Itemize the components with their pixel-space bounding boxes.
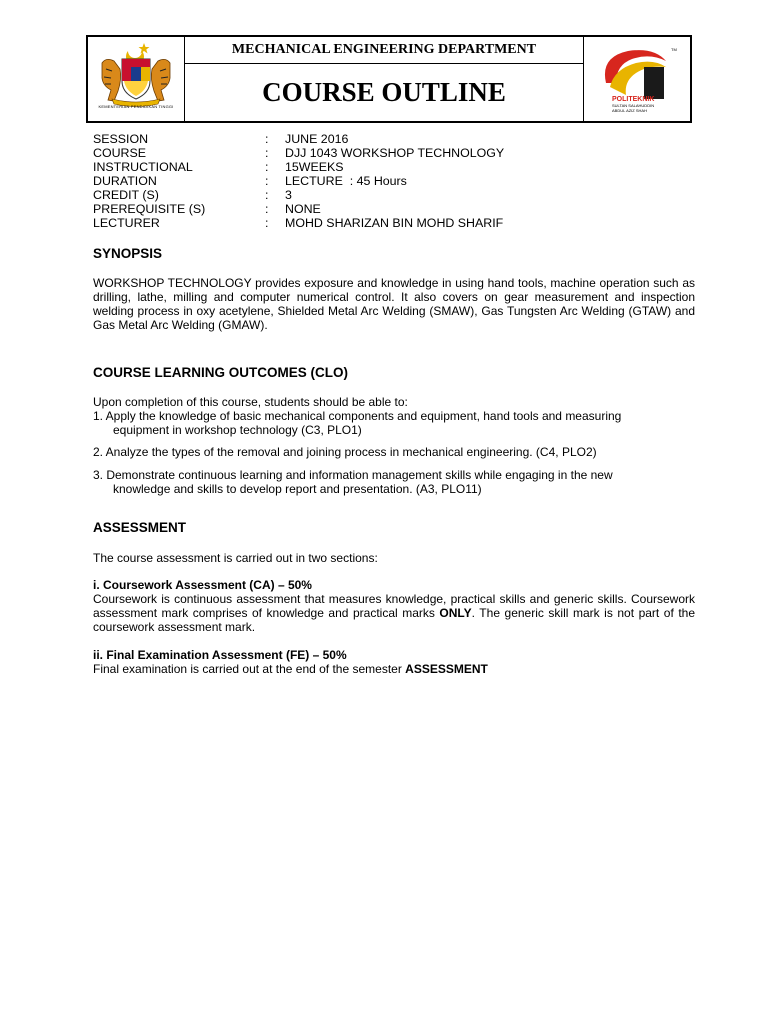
clo-item-line: 3. Demonstrate continuous learning and information management skills while engaging in the new [93, 468, 613, 482]
clo-item-line: 1. Apply the knowledge of basic mechanical components and equipment, hand tools and measuring [93, 409, 622, 423]
course-info [93, 132, 504, 230]
clo-item-line: equipment in workshop technology (C3, PLO1) [113, 423, 362, 437]
clo-item [93, 409, 695, 437]
assessment-heading: ASSESSMENT [93, 520, 187, 535]
clo-heading: COURSE LEARNING OUTCOMES (CLO) [93, 365, 348, 380]
ca-text [93, 592, 695, 634]
crest-caption: KEMENTERIAN PENDIDIKAN TINGGI [98, 104, 174, 109]
fe-heading: ii. Final Examination Assessment (FE) – 50% [93, 648, 347, 662]
info-label: INSTRUCTIONAL [93, 160, 193, 174]
logo-cell [583, 37, 690, 121]
info-value: JUNE 2016 [285, 132, 349, 146]
synopsis-heading: SYNOPSIS [93, 246, 163, 261]
info-value: 3 [285, 188, 292, 202]
logo-tm: TM [671, 47, 677, 52]
info-row-lecturer: LECTURER : MOHD SHARIZAN BIN MOHD SHARIF [93, 216, 504, 230]
synopsis-text: WORKSHOP TECHNOLOGY provides exposure and knowledge in using hand tools, machine operation such as drilling, lathe, milling and computer numerical control. It also covers on gear measurement and inspection welding process in oxy acetylene, Shielded Metal Arc Welding (SMAW), Gas Tungsten Arc Welding (GTAW) and Gas Metal Arc Welding (GMAW). [93, 276, 695, 332]
info-row-session: SESSION : JUNE 2016 [93, 132, 349, 146]
info-value: 15WEEKS [285, 160, 344, 174]
info-value: MOHD SHARIZAN BIN MOHD SHARIF [285, 216, 504, 230]
ca-text-part: Coursework is continuous assessment that measures knowledge, practical skills and generic skills. Coursework assessment mark comprises of knowledge and practical marks [93, 592, 695, 620]
info-label: DURATION [93, 174, 157, 188]
clo-item-line: knowledge and skills to develop report and presentation. (A3, PLO11) [113, 482, 482, 496]
clo-item-line: 2. Analyze the types of the removal and joining process in mechanical engineering. (C4, PLO2) [93, 445, 597, 459]
logo-line-1: POLITEKNIK [612, 96, 655, 103]
info-row-credit: CREDIT (S) : 3 [93, 188, 292, 202]
fe-text-part: Final examination is carried out at the end of the semester [93, 662, 406, 676]
info-row-duration: DURATION : LECTURE : 45 Hours [93, 174, 407, 188]
malaysia-coat-of-arms-icon [88, 39, 184, 109]
info-value: DJJ 1043 WORKSHOP TECHNOLOGY [285, 146, 505, 160]
page-title: COURSE OUTLINE [262, 77, 506, 107]
info-value: NONE [285, 202, 321, 216]
info-label: PREREQUISITE (S) [93, 202, 206, 216]
ca-text-part: . The generic skill mark is not part of the coursework assessment mark. [93, 606, 696, 634]
info-label: CREDIT (S) [93, 188, 159, 202]
info-label: COURSE [93, 146, 147, 160]
assessment-intro: The course assessment is carried out in two sections: [93, 551, 378, 565]
info-row-prerequisite: PREREQUISITE (S) : NONE [93, 202, 321, 216]
info-label: SESSION [93, 132, 149, 146]
clo-item [93, 445, 695, 459]
fe-text [93, 662, 695, 676]
ca-heading: i. Coursework Assessment (CA) – 50% [93, 578, 312, 592]
politeknik-logo-icon [584, 37, 690, 121]
logo-line-2: SULTAN SALAHUDDIN [612, 103, 655, 108]
info-label: LECTURER [93, 216, 160, 230]
ca-text-bold: ONLY [439, 606, 472, 620]
crest-cell [88, 37, 185, 121]
logo-line-3: ABDUL AZIZ SHAH [612, 108, 647, 113]
fe-text-bold: ASSESSMENT [405, 662, 488, 676]
clo-intro: Upon completion of this course, students should be able to: [93, 395, 408, 409]
info-row-instructional: INSTRUCTIONAL : 15WEEKS [93, 160, 344, 174]
header-title-area [185, 37, 583, 121]
info-row-course: COURSE : DJJ 1043 WORKSHOP TECHNOLOGY [93, 146, 505, 160]
clo-item [93, 468, 695, 496]
info-value: LECTURE : 45 Hours [285, 174, 407, 188]
department-name: MECHANICAL ENGINEERING DEPARTMENT [185, 37, 583, 64]
header-box [86, 35, 692, 123]
